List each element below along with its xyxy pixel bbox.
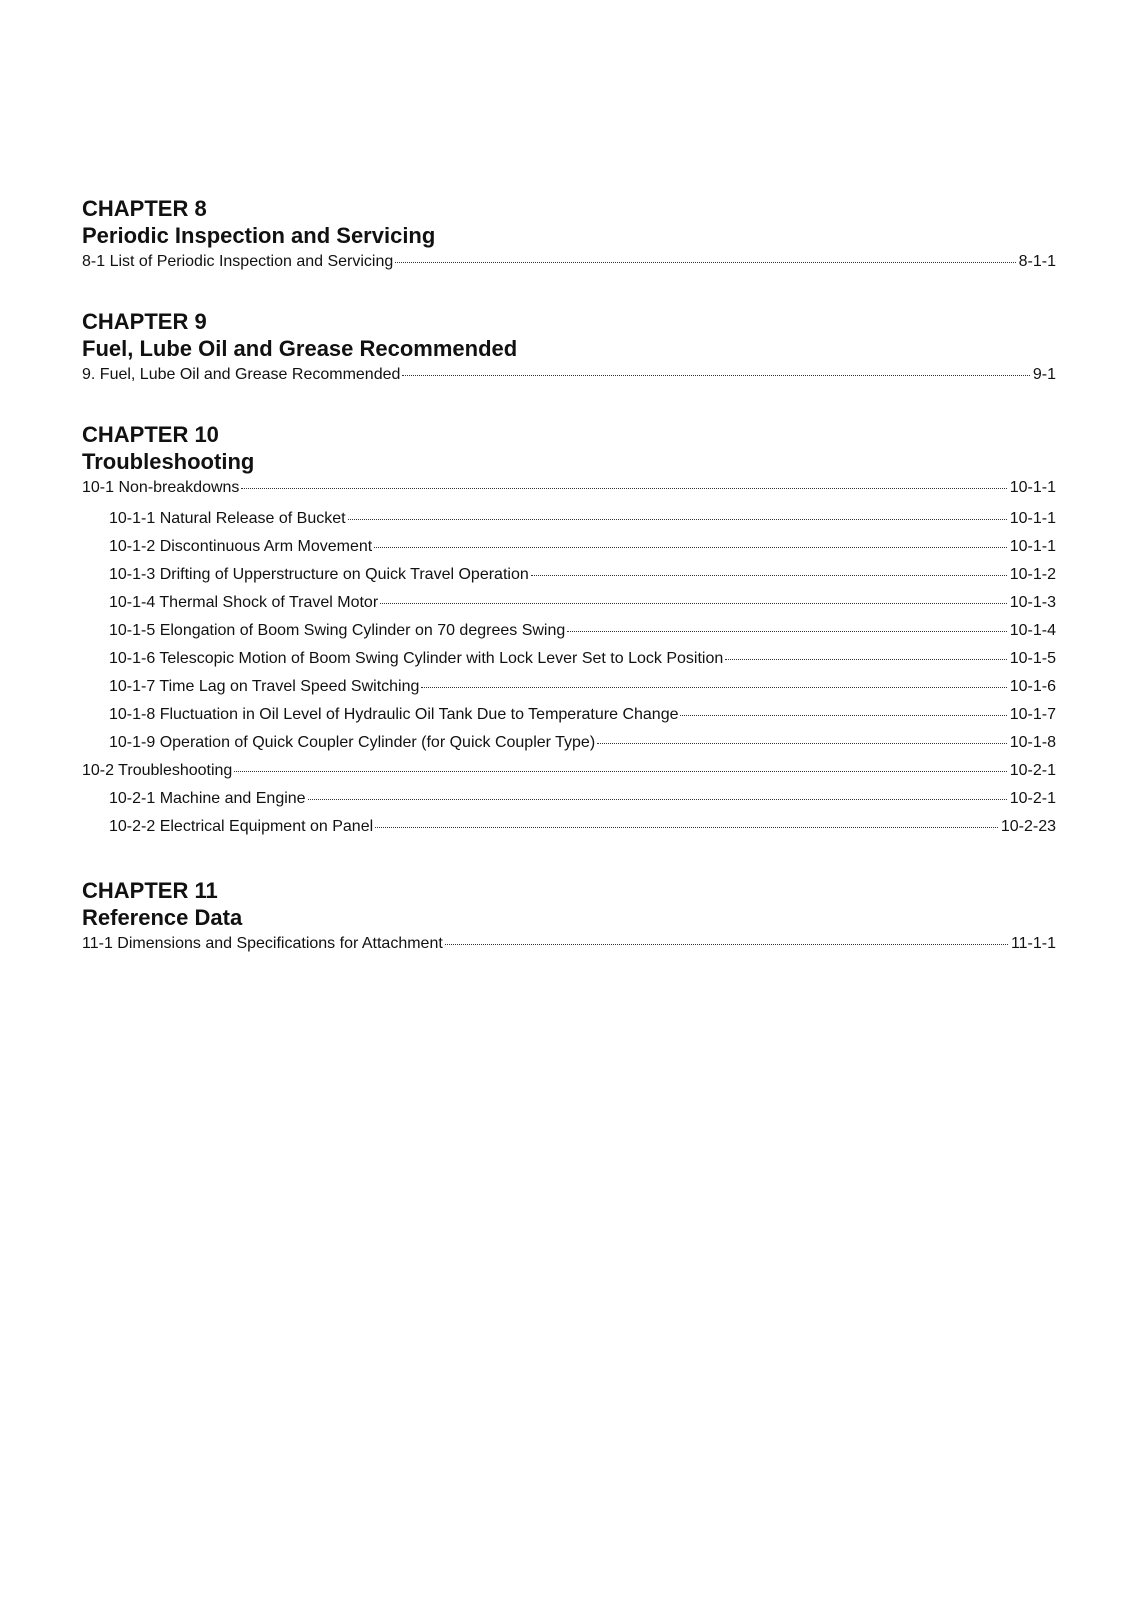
toc-entry[interactable] xyxy=(82,505,1056,533)
dot-leader xyxy=(597,731,1007,747)
chapter-11-section xyxy=(82,878,1056,954)
toc-entry-page: 10-2-1 xyxy=(1009,790,1056,807)
chapter-entries xyxy=(82,363,1056,385)
toc-entry-page: 10-1-2 xyxy=(1009,566,1056,583)
toc-entry-label: 10-1-7 Time Lag on Travel Speed Switching xyxy=(109,678,420,695)
toc-entry-label: 10-2-1 Machine and Engine xyxy=(109,790,306,807)
toc-entry-page: 10-1-1 xyxy=(1009,479,1056,496)
toc-entry-label: 10-1-8 Fluctuation in Oil Level of Hydraulic Oil Tank Due to Temperature Change xyxy=(109,706,679,723)
toc-entry[interactable] xyxy=(82,561,1056,589)
toc-entry[interactable] xyxy=(82,645,1056,673)
chapter-entries xyxy=(82,932,1056,954)
toc-entry-label: 10-1-6 Telescopic Motion of Boom Swing Cylinder with Lock Lever Set to Lock Position xyxy=(109,650,724,667)
toc-entry-page: 9-1 xyxy=(1032,366,1056,383)
dot-leader xyxy=(234,759,1006,775)
toc-entry[interactable] xyxy=(82,673,1056,701)
toc-entry[interactable] xyxy=(82,617,1056,645)
toc-entry[interactable] xyxy=(82,785,1056,813)
toc-entry[interactable] xyxy=(82,701,1056,729)
toc-entry-label: 10-1-4 Thermal Shock of Travel Motor xyxy=(109,594,379,611)
chapter-entries xyxy=(82,250,1056,272)
toc-entry[interactable] xyxy=(82,533,1056,561)
toc-entry-label: 10-1-9 Operation of Quick Coupler Cylinder (for Quick Coupler Type) xyxy=(109,734,596,751)
dot-leader xyxy=(375,815,998,831)
toc-entry[interactable] xyxy=(82,476,1056,498)
toc-entry[interactable] xyxy=(82,250,1056,272)
dot-leader xyxy=(402,363,1029,379)
toc-entry[interactable] xyxy=(82,932,1056,954)
toc-entry-page: 10-1-1 xyxy=(1009,510,1056,527)
toc-entry-page: 10-1-6 xyxy=(1009,678,1056,695)
toc-entry-label: 10-1-3 Drifting of Upperstructure on Quick Travel Operation xyxy=(109,566,529,583)
dot-leader xyxy=(445,932,1008,948)
toc-entry-page: 8-1-1 xyxy=(1018,253,1056,270)
toc-entry-page: 10-1-5 xyxy=(1009,650,1056,667)
dot-leader xyxy=(567,619,1006,635)
toc-entry[interactable] xyxy=(82,363,1056,385)
dot-leader xyxy=(241,476,1006,492)
toc-entry[interactable] xyxy=(82,589,1056,617)
toc-entry-label: 9. Fuel, Lube Oil and Grease Recommended xyxy=(82,366,401,383)
toc-entry-page: 10-2-23 xyxy=(1000,818,1056,835)
chapter-number: CHAPTER 8 xyxy=(82,196,207,221)
chapter-title: Troubleshooting xyxy=(82,449,255,474)
toc-entry[interactable] xyxy=(82,813,1056,841)
dot-leader xyxy=(531,563,1007,579)
chapter-title: Fuel, Lube Oil and Grease Recommended xyxy=(82,336,518,361)
dot-leader xyxy=(680,703,1006,719)
chapter-8-section xyxy=(82,196,1056,272)
chapter-9-section xyxy=(82,309,1056,385)
toc-entry-page: 10-1-8 xyxy=(1009,734,1056,751)
dot-leader xyxy=(348,507,1007,523)
dot-leader xyxy=(725,647,1007,663)
toc-entry-label: 10-1-1 Natural Release of Bucket xyxy=(109,510,346,527)
toc-entry-label: 8-1 List of Periodic Inspection and Servicing xyxy=(82,253,394,270)
chapter-number: CHAPTER 10 xyxy=(82,422,219,447)
toc-entry-page: 10-1-4 xyxy=(1009,622,1056,639)
toc-entry-page: 10-1-7 xyxy=(1009,706,1056,723)
chapter-number: CHAPTER 9 xyxy=(82,309,207,334)
toc-entry[interactable] xyxy=(82,757,1056,785)
toc-entry-page: 10-1-1 xyxy=(1009,538,1056,555)
chapter-entries xyxy=(82,476,1056,841)
toc-entry-page: 10-2-1 xyxy=(1009,762,1056,779)
toc-entry-label: 10-1-5 Elongation of Boom Swing Cylinder on 70 degrees Swing xyxy=(109,622,566,639)
toc-entry[interactable] xyxy=(82,729,1056,757)
dot-leader xyxy=(421,675,1006,691)
table-of-contents xyxy=(82,196,1056,991)
toc-entry-page: 10-1-3 xyxy=(1009,594,1056,611)
toc-entry-label: 10-1 Non-breakdowns xyxy=(82,479,240,496)
toc-entry-page: 11-1-1 xyxy=(1010,935,1056,952)
dot-leader xyxy=(308,787,1007,803)
toc-entry-label: 10-1-2 Discontinuous Arm Movement xyxy=(109,538,373,555)
toc-entry-label: 10-2 Troubleshooting xyxy=(82,762,233,779)
chapter-title: Reference Data xyxy=(82,905,243,930)
dot-leader xyxy=(374,535,1007,551)
chapter-title: Periodic Inspection and Servicing xyxy=(82,223,436,248)
chapter-10-section xyxy=(82,422,1056,841)
toc-entry-label: 11-1 Dimensions and Specifications for Attachment xyxy=(82,935,443,952)
dot-leader xyxy=(395,250,1015,266)
toc-entry-label: 10-2-2 Electrical Equipment on Panel xyxy=(109,818,374,835)
dot-leader xyxy=(380,591,1007,607)
chapter-number: CHAPTER 11 xyxy=(82,878,218,903)
